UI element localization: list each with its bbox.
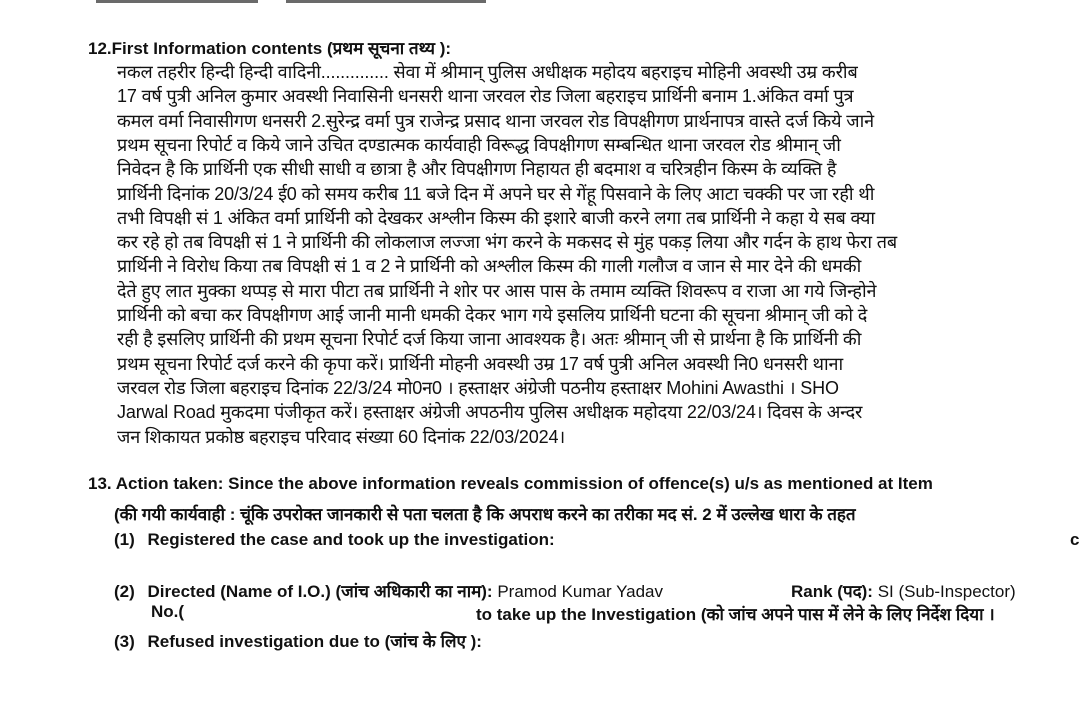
- body-line: 17 वर्ष पुत्री अनिल कुमार अवस्थी निवासिनी धनसरी थाना जरवल रोड जिला बहराइच प्रार्थिनी बनाम 1.अंकित वर्मा पुत्र: [117, 86, 854, 107]
- action-item-3: [114, 629, 482, 652]
- rank-label: Rank (पद):: [791, 582, 873, 601]
- body-line: जरवल रोड जिला बहराइच दिनांक 22/3/24 मो0न0 । हस्ताक्षर अंग्रेजी पठनीय हस्ताक्षर Mohini Awasthi । SHO: [117, 377, 839, 398]
- body-line: तभी विपक्षी सं 1 अंकित वर्मा प्रार्थिनी को देखकर अश्लीन किस्म की इशारे बाजी करने लगा तब प्रार्थिनी ने कहा ये सब क्या: [117, 207, 875, 228]
- item-label: Registered the case and took up the investigation:: [147, 530, 555, 549]
- section-13-heading: 13. Action taken: Since the above information reveals commission of offence(s) u/s as mentioned at Item: [88, 474, 933, 493]
- body-line: कर रहे हो तब विपक्षी सं 1 ने प्रार्थिनी की लोकलाज लज्जा भंग करने के मकसद से मुंह पकड़ लिया और गर्दन के हाथ फेरा तब: [117, 232, 897, 253]
- body-line: जन शिकायत प्रकोष्ठ बहराइच परिवाद संख्या 60 दिनांक 22/03/2024।: [117, 426, 566, 447]
- item-label: Refused investigation due to (जांच के लिए ):: [147, 632, 482, 651]
- io-label: Directed (Name of I.O.) (जांच अधिकारी का नाम):: [147, 582, 493, 601]
- body-line: कमल वर्मा निवासीगण धनसरी 2.सुरेन्द्र वर्मा पुत्र राजेन्द्र प्रसाद थाना जरवल रोड विपक्षीगण प्रार्थनापत्र वास्ते दर्ज किये जाने: [117, 110, 874, 131]
- body-line: प्रथम सूचना रिपोर्ट व किये जाने उचित दण्डात्मक कार्यवाही विरूद्ध विपक्षीगण सम्बन्धित थाना जरवल रोड श्रीमान् जी: [117, 134, 841, 155]
- body-line: निवेदन है कि प्रार्थिनी एक सीधी साधी व छात्रा है और विपक्षीगण निहायत ही बदमाश व चरित्रहीन किस्म के व्यक्ति है: [117, 159, 837, 180]
- body-line: नकल तहरीर हिन्दी हिन्दी वादिनी.............. सेवा में श्रीमान् पुलिस अधीक्षक महोदय बहराइच मोहिनी अवस्थी उम्र करीब: [117, 62, 858, 82]
- takeup-text: to take up the Investigation: [476, 605, 697, 624]
- action-item-2: [114, 579, 663, 602]
- takeup-hindi: (को जांच अपने पास में लेने के लिए निर्देश दिया ।: [700, 605, 995, 624]
- top-border-fragment: [286, 0, 486, 3]
- body-line: प्रार्थिनी को बचा कर विपक्षीगण आई जानी मानी धमकी देकर भाग गये इसलिय प्रार्थिनी घटना की सूचना श्रीमान् जी को दे: [117, 305, 868, 325]
- body-line: प्रार्थिनी दिनांक 20/3/24 ई0 को समय करीब 11 बजे दिन में अपने घर से गेंहू पिसवाने के लिए आटा चक्की पर जा रही थी: [117, 183, 875, 204]
- no-label: No.(: [151, 602, 185, 621]
- takeup-line: [476, 602, 995, 625]
- body-line: रही है इसलिए प्रार्थिनी की प्रथम सूचना रिपोर्ट दर्ज किया जाना आवश्यक है। अतः श्रीमान् जी से प्रार्थना है कि प्रार्थिनी की: [117, 329, 862, 350]
- io-name: Pramod Kumar Yadav: [497, 582, 664, 601]
- rank-value: SI (Sub-Inspector): [877, 582, 1016, 601]
- item-number: (3): [114, 632, 135, 651]
- cut-off-text: c: [1070, 530, 1080, 549]
- section-12-heading: 12.First Information contents (प्रथम सूचना तथ्य ):: [88, 39, 452, 58]
- body-line: Jarwal Road मुकदमा पंजीकृत करें। हस्ताक्षर अंग्रेजी अपठनीय पुलिस अधीक्षक महोदया 22/03/24। दिवस के अन्दर: [117, 402, 863, 423]
- body-line: प्रथम सूचना रिपोर्ट दर्ज करने की कृपा करें। प्रार्थिनी मोहनी अवस्थी उम्र 17 वर्ष पुत्री अनिल अवस्थी नि0 धनसरी थाना: [117, 353, 843, 374]
- item-number: (2): [114, 582, 135, 601]
- action-item-1: [114, 530, 555, 550]
- rank-field: [791, 579, 1016, 602]
- item-number: (1): [114, 530, 135, 549]
- top-border-fragment: [96, 0, 258, 3]
- body-line: देते हुए लात मुक्का थप्पड़ से मारा पीटा तब प्रार्थिनी ने शोर पर आस पास के तमाम व्यक्ति शिवरूप व राजा आ गये जिन्होने: [117, 280, 877, 301]
- body-line: प्रार्थिनी ने विरोध किया तब विपक्षी सं 1 व 2 ने प्रार्थिनी को अश्लील किस्म की गाली गलौज व जान से मार देने की धमकी: [117, 256, 862, 277]
- section-13-subline: (की गयी कार्यवाही : चूंकि उपरोक्त जानकारी से पता चलता है कि अपराध करने का तरीका मद सं. 2 में उल्लेख धारा के तहत: [114, 505, 856, 524]
